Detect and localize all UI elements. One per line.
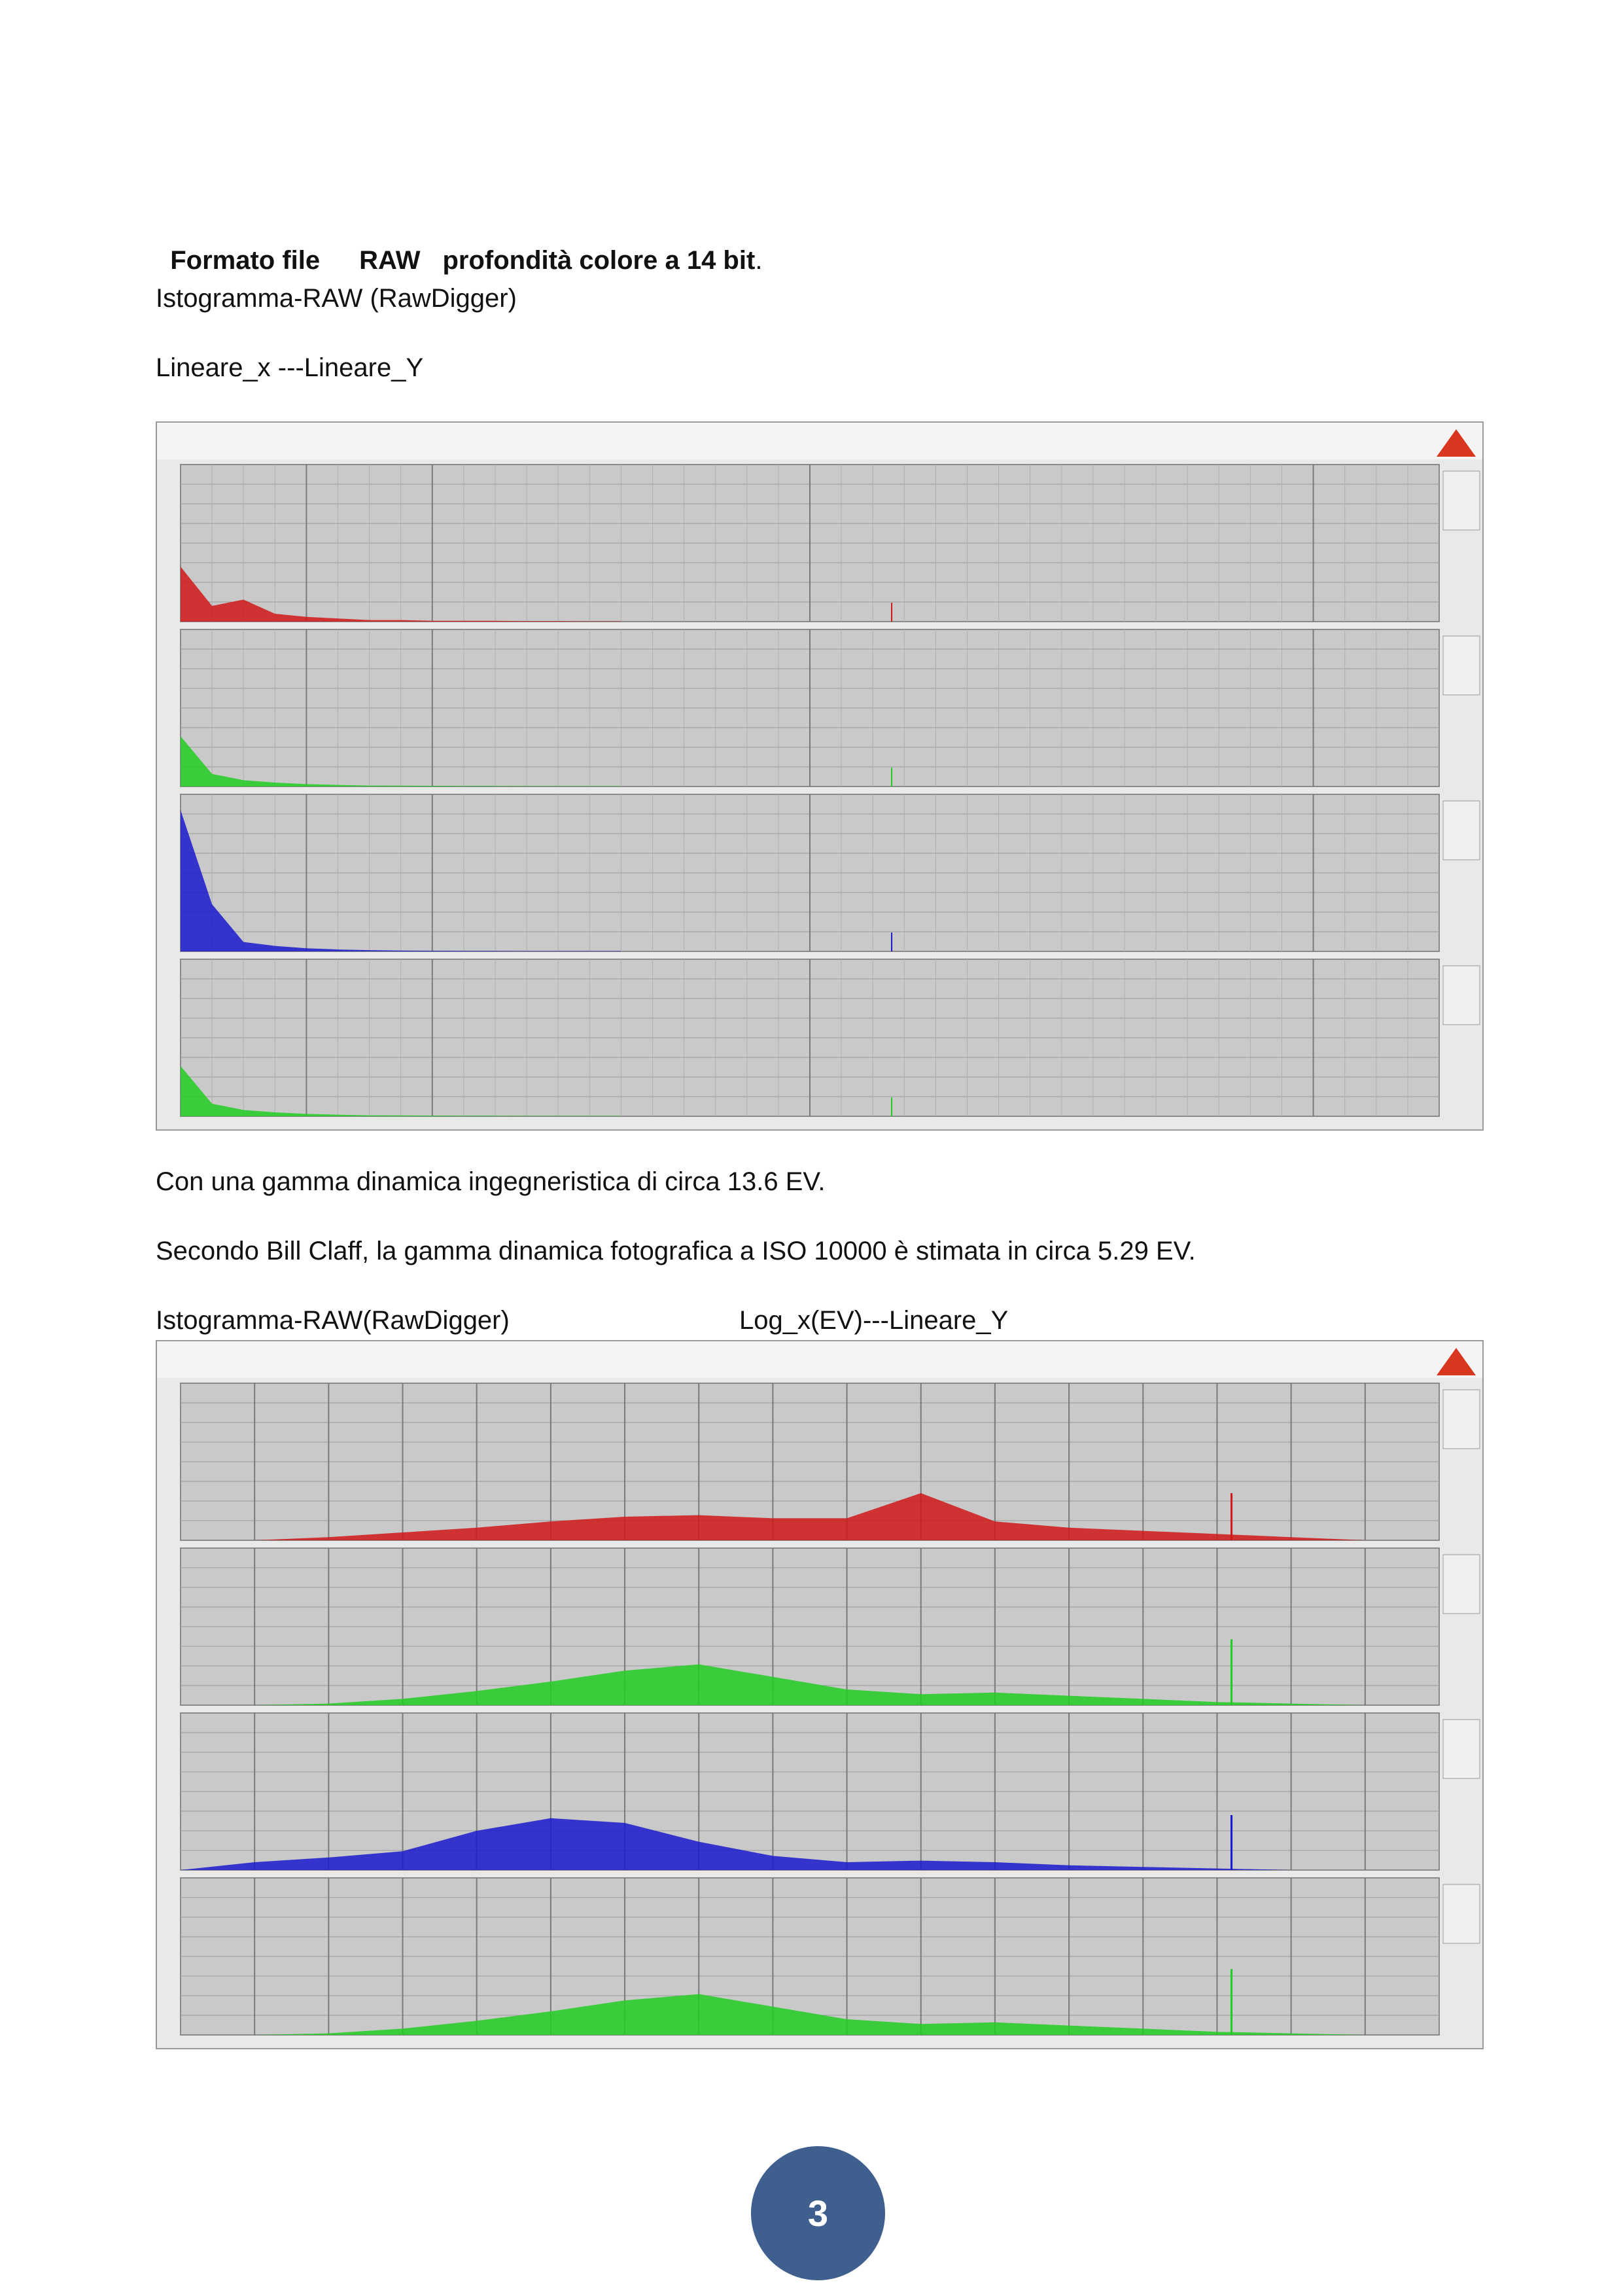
panel-stats-box [1443, 1720, 1480, 1778]
histogram-panel [181, 1548, 1480, 1705]
histogram-panel [181, 629, 1480, 786]
histogram-panel [181, 959, 1480, 1116]
panel-stats-box [1443, 1390, 1480, 1449]
hist2-axes: Log_x(EV)---Lineare_Y [739, 1306, 1009, 1335]
hist1-title: Istogramma-RAW (RawDigger) [156, 284, 517, 313]
heading-period: . [755, 246, 763, 275]
chart-header [157, 423, 1482, 459]
panel-stats-box [1443, 801, 1480, 860]
histogram-log-svg [157, 1341, 1482, 2048]
heading-line [156, 213, 762, 276]
hist2-title: Istogramma-RAW(RawDigger) [156, 1306, 510, 1335]
panel-stats-box [1443, 1555, 1480, 1614]
histogram-panel [181, 1383, 1480, 1540]
heading-raw: RAW [359, 246, 421, 275]
page-number: 3 [807, 2193, 829, 2234]
histogram-panel [181, 465, 1480, 622]
panel-stats-box [1443, 636, 1480, 695]
page-number-badge [751, 2146, 885, 2280]
histogram-panel [181, 794, 1480, 951]
histogram-panel [181, 1878, 1480, 2035]
heading-format-file: Formato file [170, 246, 321, 275]
chart-header [157, 1341, 1482, 1378]
photographic-dr-note: Secondo Bill Claff, la gamma dinamica fotografica a ISO 10000 è stimata in circa 5.29 EV. [156, 1237, 1196, 1265]
engineering-dr-note: Con una gamma dinamica ingegneristica di circa 13.6 EV. [156, 1167, 826, 1196]
heading-bit-depth: profondità colore a 14 bit [442, 246, 756, 275]
panel-stats-box [1443, 471, 1480, 530]
panel-stats-box [1443, 966, 1480, 1025]
histogram-linear-chart [156, 421, 1484, 1131]
histogram-linear-svg [157, 423, 1482, 1129]
panel-stats-box [1443, 1884, 1480, 1943]
hist1-axes: Lineare_x ---Lineare_Y [156, 353, 424, 382]
histogram-log-chart [156, 1340, 1484, 2049]
histogram-panel [181, 1713, 1480, 1870]
